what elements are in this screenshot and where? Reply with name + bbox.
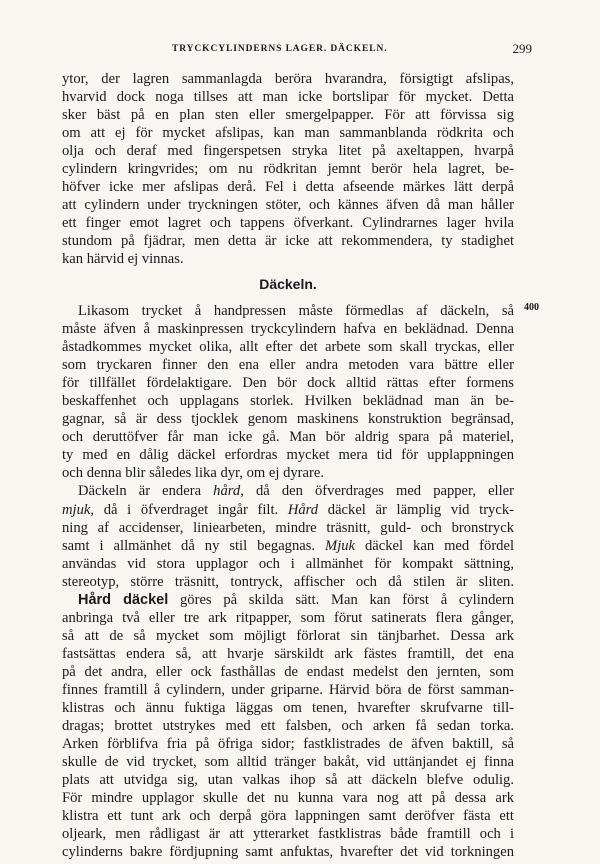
text-line: plats att utvidga sig, utan valkas ihop så att däckeln blefve odulig.: [62, 772, 514, 789]
text-line: dragas; brottet utstrykes med ett falsben, och arken få sedan torka.: [62, 718, 514, 735]
text-line: [62, 537, 514, 555]
text-line: beskaffenhet och upplagans storlek. Hvilken beklädnad man än be-: [62, 393, 514, 410]
text-line: om att ej för mycket afslipas, kan man sammanblanda rödkrita och: [62, 125, 514, 142]
text-line: [62, 482, 514, 500]
text-run: , då den öfverdrages med papper, eller: [240, 483, 514, 500]
text-line: För mindre upplagor skulle det nu kunna vara nog att på dessa ark: [62, 790, 514, 807]
text-line: för tillfället fördelaktigare. Den bör dock alltid rättas efter formens: [62, 375, 514, 392]
text-line: ty med en dålig däckel erfordras mycket mera tid för upplappningen: [62, 447, 514, 464]
text-line: [62, 501, 514, 519]
text-line: på det andra, eller ock fasthållas de endast medelst den jernten, som: [62, 663, 514, 680]
text-line: cylinderns bakre fördjupning samt anfuktas, hvarefter det vid torkningen: [62, 844, 514, 861]
text-line: kan härvid ej vinnas.: [62, 251, 184, 268]
text-line: som tryckaren finner den ena eller andra metoden vara bättre eller: [62, 357, 514, 374]
bold-term: Hård däckel: [78, 591, 169, 608]
text-line: ett finger emot lagret och tappens öfverkant. Cylindrarnes lager hvila: [62, 215, 514, 232]
text-line: så att de så mycket som möjligt förlorat sin tänjbarhet. Dessa ark: [62, 627, 514, 644]
text-run: göres på skilda sätt. Man kan först å cylindern: [168, 591, 514, 608]
text-line: fastsättas endera så, att hvarje särskildt ark fästes framtill, det ena: [62, 645, 514, 662]
text-line: och denna blir således lika dyr, om ej dyrare.: [62, 465, 325, 482]
text-line: klistras och ännu fuktiga läggas om tenen, hvarefter skrufvarne till-: [62, 700, 514, 717]
text-line: hvarvid dock noga tillses att man icke bortslipar för mycket. Detta: [62, 89, 514, 106]
text-line: ning af accidenser, liniearbeten, mindre träsnitt, guld- och bronstryck: [62, 519, 514, 536]
text-line: [62, 591, 514, 609]
text-line: cylindern kringvrides; om nu rödkritan jemnt berör hela lagret, be-: [62, 161, 514, 178]
text-line: Arken förblifva fria på öfriga sidor; fastklistrades de äfven baktill, så: [62, 736, 514, 753]
text-line: måste äfven å maskinpressen tryckcylindern hafva en beklädnad. Denna: [62, 321, 514, 338]
text-line: att cylindern under tryckningen stöter, och kännes äfven då man håller: [62, 197, 514, 214]
text-line: skulle de vid trycket, som alltid tränger bakåt, vid uttänjandet ej finna: [62, 754, 514, 771]
italic-term: mjuk: [62, 501, 91, 518]
text-line: höfver icke mer afslipas derå. Fel i detta afseende märkes lätt derpå: [62, 179, 514, 196]
text-line: ytor, der lagren sammanlagda beröra hvarandra, försigtigt afslipas,: [62, 71, 514, 87]
text-run: däckel kan med fördel: [355, 537, 515, 554]
text-line: åstadkommes mycket olika, allt efter det arbete som skall tryckas, eller: [62, 339, 514, 356]
section-heading: Däckeln.: [259, 276, 317, 292]
text-run: , då i öfverdraget ingår filt.: [90, 501, 288, 518]
text-line: oljeark, men rådligast är att ytterarket fastklistras både framtill och i: [62, 826, 514, 843]
text-line: stereotyp, större träsnitt, tontryck, affischer och då stilen är sliten.: [62, 573, 514, 590]
text-run: Däckeln är endera: [78, 483, 214, 500]
text-line: anbringa två eller tre ark ritpapper, som förut satinerats flera gånger,: [62, 609, 514, 626]
italic-term: hård: [213, 483, 241, 500]
text-line: användas vid stora upplagor och i allmänhet för kompakt sättning,: [62, 555, 514, 572]
running-title: TRYCKCYLINDERNS LAGER. DÄCKELN.: [172, 44, 388, 54]
page-header: [62, 40, 532, 56]
text-line: gagnar, så är dess tjocklek genom maskinens konstruktion begränsad,: [62, 411, 514, 428]
paragraph-body: [62, 302, 514, 861]
page-number: 299: [512, 41, 532, 56]
text-line: och deruttöfver får man icke gå. Man bör aldrig spara på materiel,: [62, 429, 514, 446]
text-run: samt i allmänhet då ny stil begagnas.: [62, 537, 326, 554]
text-line: olja och deraf med fingerspetsen stryka litet på axeltappen, hvarpå: [62, 143, 514, 160]
text-run: däckel är lämplig vid tryck-: [318, 501, 514, 518]
margin-number: 400: [524, 302, 539, 313]
text-line: finnes framtill å cylindern, under griparne. Härvid böra de först samman-: [62, 681, 514, 698]
text-line: stundom på fjädrar, men detta är icke att rekommendera, ty stadighet: [62, 233, 514, 250]
text-line: Likasom trycket å handpressen måste förmedlas af däckeln, så: [78, 303, 514, 319]
italic-term: Hård: [287, 501, 319, 518]
text-line: sker bäst på en plan sten eller smergelpapper. För att förvissa sig: [62, 107, 514, 124]
paragraph-bearing-grinding: [62, 70, 514, 269]
text-line: klistra ett tunt ark och derpå göra lappningen samt deröfver fästa ett: [62, 808, 514, 825]
book-page: [62, 0, 539, 864]
italic-term: Mjuk: [325, 537, 356, 554]
